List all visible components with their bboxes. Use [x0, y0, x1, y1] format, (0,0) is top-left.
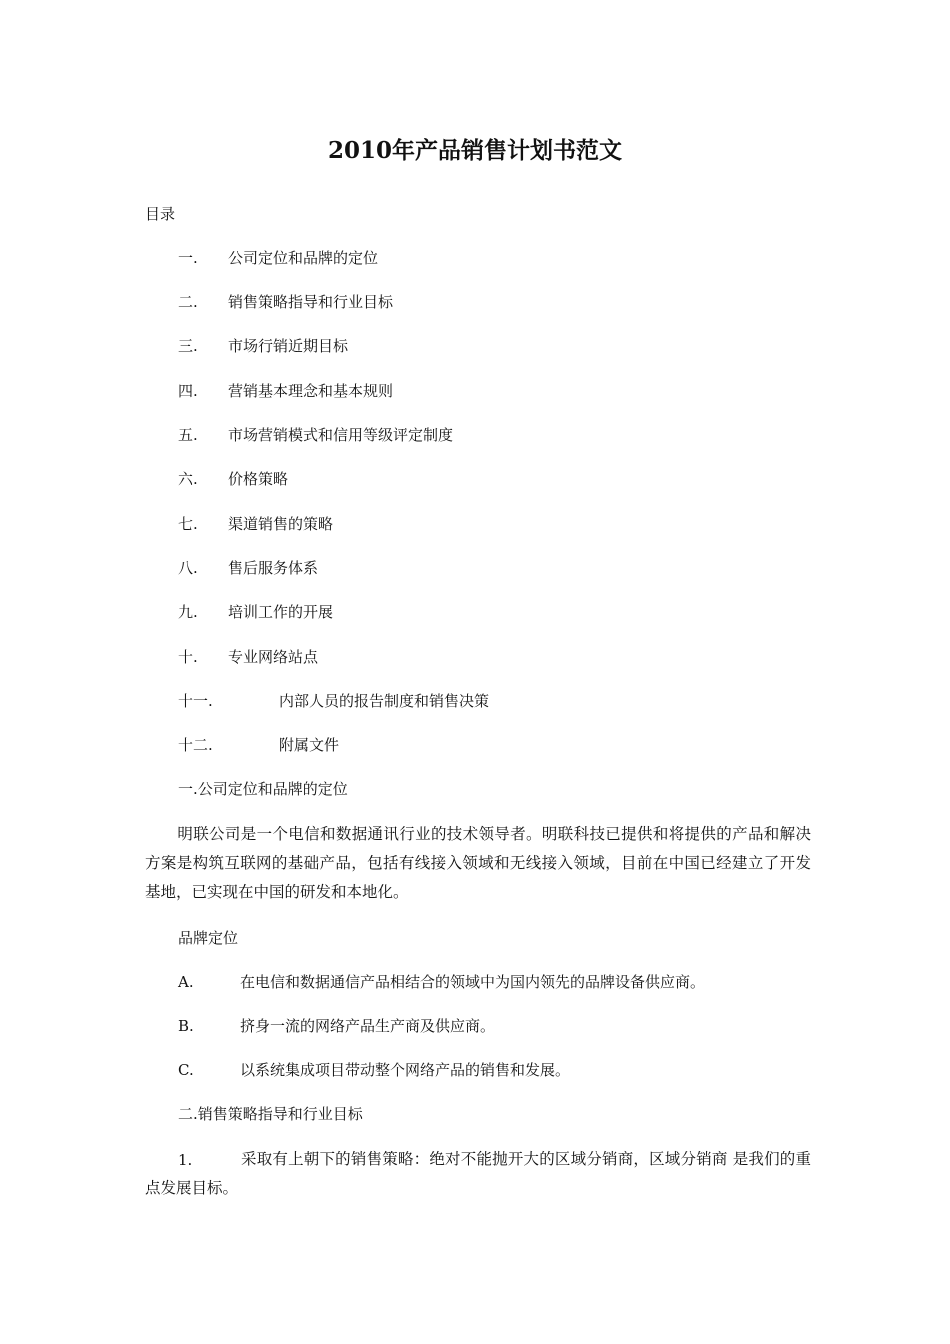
toc-item-link[interactable]: 售后服务体系	[228, 559, 319, 577]
toc-item-number: 八.	[178, 559, 198, 577]
toc-item-number: 九.	[178, 603, 198, 621]
list-item: 挤身一流的网络产品生产商及供应商。	[240, 1017, 496, 1035]
toc-item-number: 十二.	[178, 736, 213, 754]
body-paragraph	[145, 820, 811, 907]
toc-item-link[interactable]: 市场营销模式和信用等级评定制度	[228, 426, 454, 444]
toc-item-number: 一.	[178, 249, 198, 267]
subsection-heading: 品牌定位	[178, 929, 239, 947]
toc-item-number: 十.	[178, 648, 198, 666]
toc-item-link[interactable]: 营销基本理念和基本规则	[228, 382, 394, 400]
toc-item-number: 四.	[178, 382, 198, 400]
toc-item-link[interactable]: 市场行销近期目标	[228, 337, 349, 355]
section-heading: 一.公司定位和品牌的定位	[178, 780, 348, 798]
document-title: 2010年产品销售计划书范文	[327, 137, 622, 164]
toc-item-link[interactable]: 附属文件	[279, 736, 340, 754]
toc-item-number: 五.	[178, 426, 198, 444]
list-item: 在电信和数据通信产品相结合的领域中为国内领先的品牌设备供应商。	[240, 973, 706, 991]
toc-item-link[interactable]: 公司定位和品牌的定位	[228, 249, 379, 267]
toc-item-number: 七.	[178, 515, 198, 533]
toc-item-link[interactable]: 专业网络站点	[228, 648, 319, 666]
list-item-marker: 1.	[178, 1151, 193, 1169]
list-item: 以系统集成项目带动整个网络产品的销售和发展。	[240, 1061, 571, 1079]
toc-item-link[interactable]: 培训工作的开展	[228, 603, 334, 621]
list-item-marker: C.	[178, 1061, 194, 1079]
section-heading: 二.销售策略指导和行业目标	[178, 1105, 363, 1123]
toc-item-number: 十一.	[178, 692, 213, 710]
list-item-marker: A.	[178, 973, 194, 991]
list-item-marker: B.	[178, 1017, 194, 1035]
toc-item-link[interactable]: 价格策略	[228, 470, 289, 488]
toc-item-link[interactable]: 销售策略指导和行业目标	[228, 293, 394, 311]
toc-item-link[interactable]: 内部人员的报告制度和销售决策	[279, 692, 490, 710]
toc-item-number: 三.	[178, 337, 198, 355]
toc-item-number: 二.	[178, 293, 198, 311]
toc-item-number: 六.	[178, 470, 198, 488]
list-item-paragraph: 采取有上朝下的销售策略：绝对不能抛开大的区域分销商，区域分销商 是我们的重点发展目标。	[145, 1150, 811, 1197]
toc-item-link[interactable]: 渠道销售的策略	[228, 515, 334, 533]
toc-heading: 目录	[145, 205, 176, 223]
paragraph-text: 明联公司是一个电信和数据通讯行业的技术领导者。明联科技已提供和将提供的产品和解决方案是构筑互联网的基础产品，包括有线接入领域和无线接入领域，目前在中国已经建立了开发基地，已实现在中国的研发和本地化。	[145, 825, 811, 901]
